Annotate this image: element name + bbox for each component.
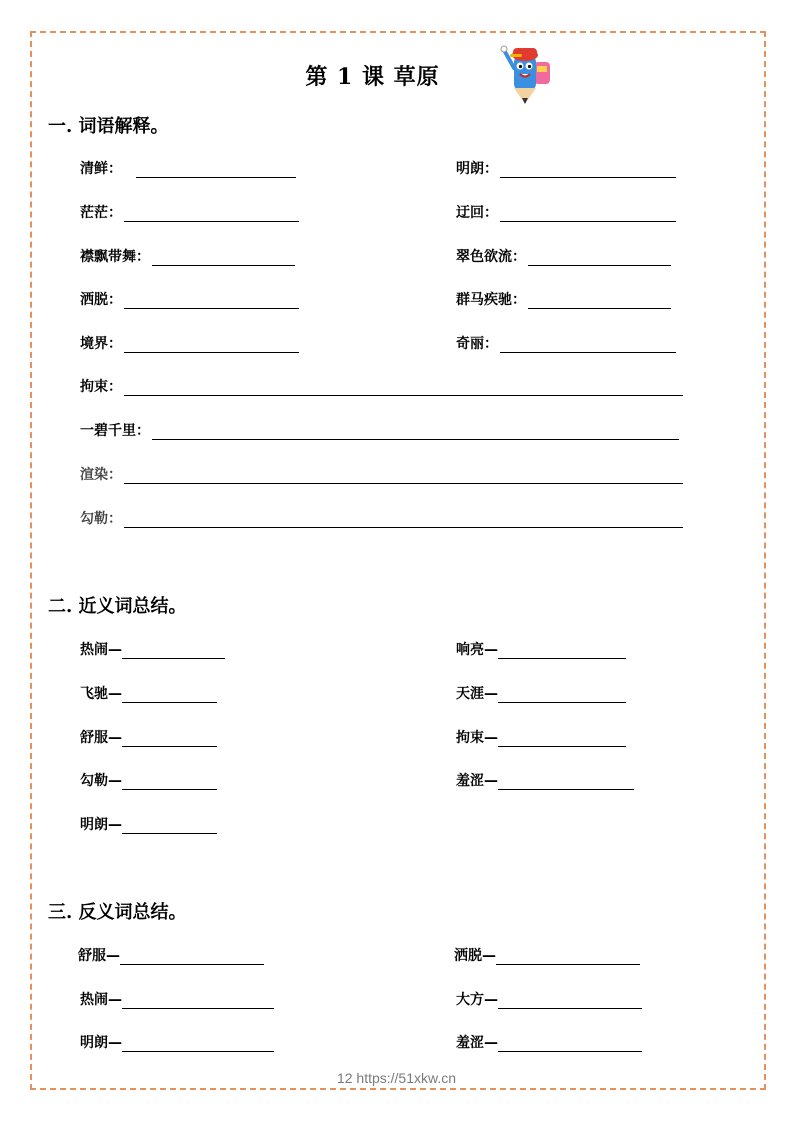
antonym-item: 热闹— [80, 987, 274, 1009]
synonym-item: 明朗— [80, 812, 217, 834]
answer-line[interactable] [122, 642, 225, 659]
page-border [30, 31, 766, 1090]
synonym-item: 天涯— [456, 681, 626, 703]
answer-line[interactable] [136, 161, 296, 178]
answer-line[interactable] [498, 773, 634, 790]
answer-line[interactable] [124, 467, 683, 484]
page-footer: 12 https://51xkw.cn [336, 1070, 457, 1086]
definition-item: 勾勒： [80, 506, 683, 528]
definition-item: 群马疾驰： [456, 287, 671, 309]
antonym-item: 舒服— [78, 943, 264, 965]
definition-item: 翠色欲流： [456, 244, 671, 266]
answer-line[interactable] [124, 379, 683, 396]
synonym-item: 羞涩— [456, 768, 634, 790]
section-title-antonyms: 三. 反义词总结。 [48, 902, 187, 923]
answer-line[interactable] [122, 992, 274, 1009]
synonym-item: 舒服— [80, 725, 217, 747]
definition-item: 奇丽： [456, 331, 676, 353]
answer-line[interactable] [498, 992, 642, 1009]
definition-item: 一碧千里： [80, 418, 679, 440]
answer-line[interactable] [500, 205, 676, 222]
answer-line[interactable] [124, 205, 299, 222]
definition-item: 明朗： [456, 156, 676, 178]
antonym-item: 大方— [456, 987, 642, 1009]
page-title: 第 1 课 草原 [305, 64, 440, 90]
answer-line[interactable] [122, 773, 217, 790]
antonym-item: 羞涩— [456, 1030, 642, 1052]
answer-line[interactable] [124, 511, 683, 528]
definition-item: 清鲜： [80, 156, 296, 178]
answer-line[interactable] [498, 730, 626, 747]
answer-line[interactable] [528, 249, 671, 266]
section-title-synonyms: 二. 近义词总结。 [48, 596, 187, 617]
definition-item: 洒脱： [80, 287, 299, 309]
answer-line[interactable] [496, 948, 640, 965]
answer-line[interactable] [500, 161, 676, 178]
answer-line[interactable] [122, 686, 217, 703]
definition-item: 境界： [80, 331, 299, 353]
synonym-item: 响亮— [456, 637, 626, 659]
definition-item: 迂回： [456, 200, 676, 222]
synonym-item: 勾勒— [80, 768, 217, 790]
definition-item: 渲染： [80, 462, 683, 484]
synonym-item: 拘束— [456, 725, 626, 747]
antonym-item: 洒脱— [454, 943, 640, 965]
answer-line[interactable] [122, 817, 217, 834]
synonym-item: 飞驰— [80, 681, 217, 703]
definition-item: 拘束： [80, 374, 683, 396]
answer-line[interactable] [120, 948, 264, 965]
answer-line[interactable] [152, 423, 679, 440]
answer-line[interactable] [528, 292, 671, 309]
synonym-item: 热闹— [80, 637, 225, 659]
answer-line[interactable] [152, 249, 295, 266]
answer-line[interactable] [498, 686, 626, 703]
answer-line[interactable] [122, 1035, 274, 1052]
definition-item: 茫茫： [80, 200, 299, 222]
answer-line[interactable] [498, 1035, 642, 1052]
answer-line[interactable] [124, 292, 299, 309]
antonym-item: 明朗— [80, 1030, 274, 1052]
answer-line[interactable] [498, 642, 626, 659]
section-title-definitions: 一. 词语解释。 [48, 116, 169, 137]
answer-line[interactable] [122, 730, 217, 747]
answer-line[interactable] [124, 336, 299, 353]
pencil-mascot-icon [500, 40, 560, 106]
definition-item: 襟飘带舞： [80, 244, 295, 266]
answer-line[interactable] [500, 336, 676, 353]
